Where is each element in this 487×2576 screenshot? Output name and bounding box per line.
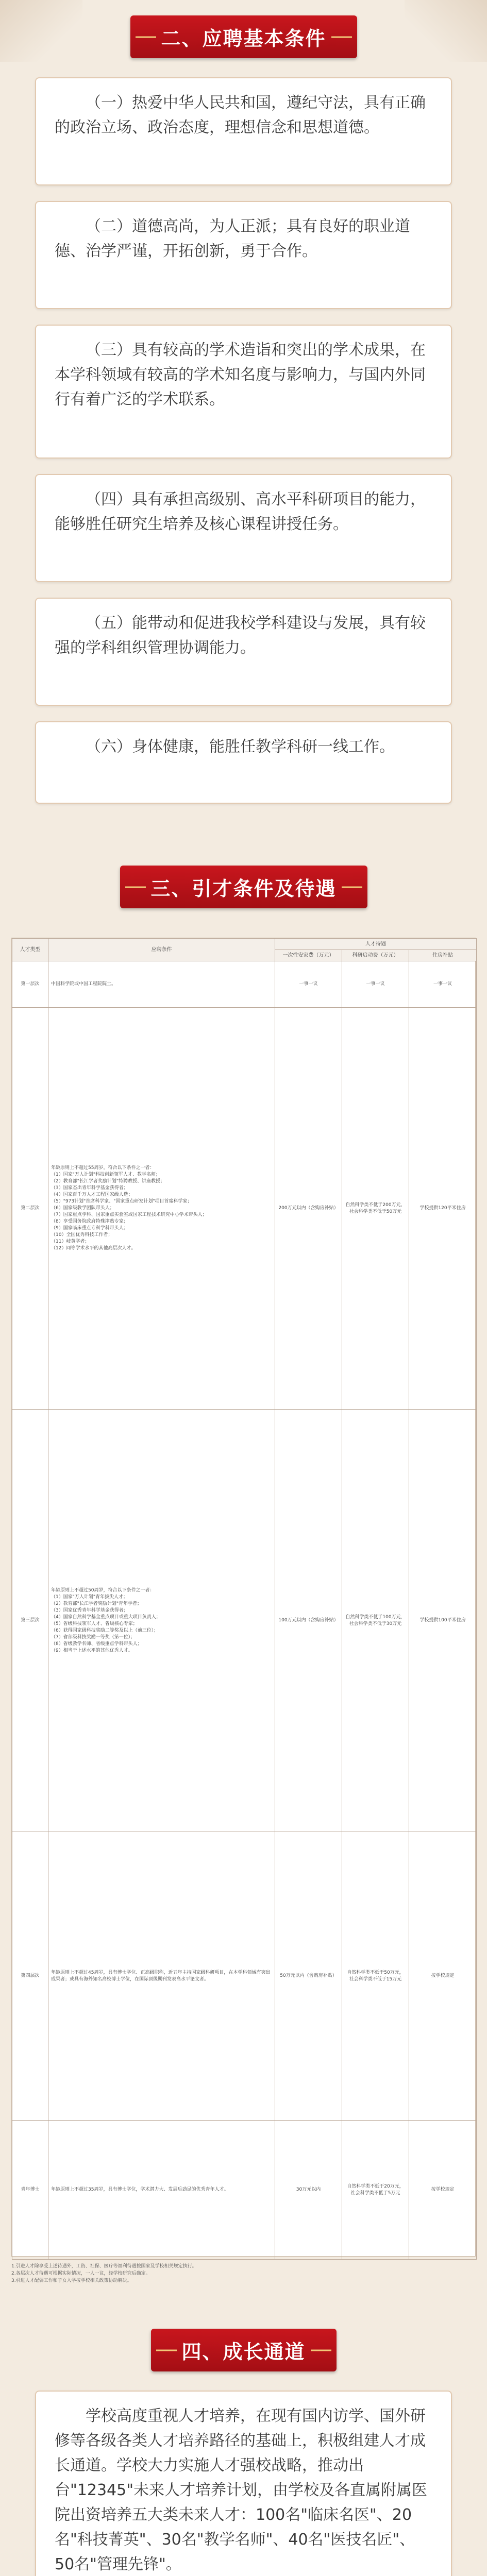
section-title-growth: 四、成长通道 [150,2329,336,2371]
talent-table [11,938,476,2257]
row-bonus: 30万元以内 [275,2121,342,2260]
row-conditions: 年龄原则上不超过45周岁，具有博士学位、正高级职称，近五年主持国家级科研项目，在本学科领域有突出成果者；或具有海外知名高校博士学位，在国际顶级期刊发表高水平论文者。 [48,1832,275,2121]
row-bonus: 50万元以内（含购房补贴） [275,1832,342,2121]
table-row [12,1008,477,1410]
condition-card [35,201,452,309]
header-research: 科研启动费（万元） [342,950,409,961]
row-conditions: 年龄原则上不超过50周岁，符合以下条件之一者： （1）国家"万人计划"青年拔尖人才； （2）教育部"长江学者奖励计划"青年学者； （3）国家优秀青年科学基金获得者； （4）国家自然科学基金重点项目或重大项目负责人； （5）省级科技领军人才、省级核心专家； （6）获得国家级科技奖励二等奖及以上（前三位）； （7）省部级科技奖励一等奖（第一位）； （8）省级教学名师、省级重点学科带头人； （9）相当于上述水平的其他优秀人才。 [48,1410,275,1832]
condition-text: （三）具有较高的学术造诣和突出的学术成果，在本学科领域有较高的学术知名度与影响力，与国内外同行有着广泛的学术联系。 [55,341,426,409]
condition-text: （一）热爱中华人民共和国，遵纪守法，具有正确的政治立场、政治态度，理想信念和思想道德。 [55,94,426,137]
row-research: 自然科学类不低于200万元，社会科学类不低于50万元 [342,1008,409,1410]
table-row [12,2121,477,2260]
table-row [12,1410,477,1832]
condition-text: （五）能带动和促进我校学科建设与发展，具有较强的学科组织管理协调能力。 [55,614,426,657]
row-type: 第四层次 [12,1832,48,2121]
condition-card [35,77,452,185]
row-housing: 一事一议 [409,961,477,1008]
row-conditions: 年龄原则上不超过55周岁，符合以下条件之一者： （1）国家"万人计划"科技创新领军人才、教学名师； （2）教育部"长江学者奖励计划"特聘教授、讲座教授； （3）国家杰出青年科学基金获得者； （4）国家百千万人才工程国家级人选； （5）"973计划"首席科学家、"国家重点研发计划"项目首席科学家； （6）国家级教学团队带头人； （7）国家重点学科、国家重点实验室或国家工程技术研究中心学术带头人； （8）享受国务院政府特殊津贴专家； （9）国家临床重点专科学科带头人； （10）全国优秀科技工作者； （11）岐黄学者； （12）同等学术水平的其他高层次人才。 [48,1008,275,1410]
condition-card [35,598,452,706]
row-housing: 按学校规定 [409,1832,477,2121]
condition-text: （二）道德高尚，为人正派；具有良好的职业道德、治学严谨，开拓创新，勇于合作。 [55,217,410,260]
row-research: 一事一议 [342,961,409,1008]
condition-card [35,325,452,459]
talent-table-grid [12,938,477,2260]
row-type: 第三层次 [12,1410,48,1832]
section-title-talent: 三、引才条件及待遇 [120,866,367,908]
condition-text: （四）具有承担高级别、高水平科研项目的能力，能够胜任研究生培养及核心课程讲授任务。 [55,490,426,533]
table-row [12,961,477,1008]
decorative-corner [405,0,487,62]
table-row [12,1832,477,2121]
row-type: 青年博士 [12,2121,48,2260]
condition-card [35,721,452,804]
table-footnote: 1.引进人才除享受上述待遇外，工资、社保、医疗等福利待遇按国家及学校相关规定执行。 2.各层次人才待遇可根据实际情况，一人一议，经学校研究后确定。 3.引进人才配偶工作和子女入学按学校相关政策协助解决。 [11,2264,197,2283]
decorative-corner [0,0,82,62]
growth-text: 学校高度重视人才培养，在现有国内访学、国外研修等各级各类人才培养路径的基础上，积极组建人才成长通道。学校大力实施人才强校战略，推动出台"12345"未来人才培养计划，由学校及各直属附属医院出资培养五大类未来人才：100名"临床名医"、20名"科技菁英"、30名"教学名师"、40名"医技名匠"、50名"管理先锋"。 [55,2407,428,2573]
header-conditions: 应聘条件 [48,939,275,961]
condition-text: （六）身体健康，能胜任教学科研一线工作。 [86,738,395,756]
condition-card [35,474,452,582]
row-research: 自然科学类不低于20万元，社会科学类不低于5万元 [342,2121,409,2260]
row-research: 自然科学类不低于50万元，社会科学类不低于15万元 [342,1832,409,2121]
section-title-conditions: 二、应聘基本条件 [130,15,357,58]
row-bonus: 一事一议 [275,961,342,1008]
header-housing: 住房补贴 [409,950,477,961]
row-housing: 按学校规定 [409,2121,477,2260]
row-bonus: 100万元以内（含购房补贴） [275,1410,342,1832]
row-research: 自然科学类不低于100万元，社会科学类不低于30万元 [342,1410,409,1832]
growth-card [35,2391,452,2576]
row-type: 第二层次 [12,1008,48,1410]
header-bonus: 一次性安家费（万元） [275,950,342,961]
row-bonus: 200万元以内（含购房补贴） [275,1008,342,1410]
header-type: 人才类型 [12,939,48,961]
row-housing: 学校提供100平米住房 [409,1410,477,1832]
header-treatment: 人才待遇 [275,939,477,950]
row-conditions: 年龄原则上不超过35周岁，具有博士学位，学术潜力大、发展后劲足的优秀青年人才。 [48,2121,275,2260]
row-housing: 学校提供120平米住房 [409,1008,477,1410]
row-type: 第一层次 [12,961,48,1008]
row-conditions: 中国科学院或中国工程院院士。 [48,961,275,1008]
